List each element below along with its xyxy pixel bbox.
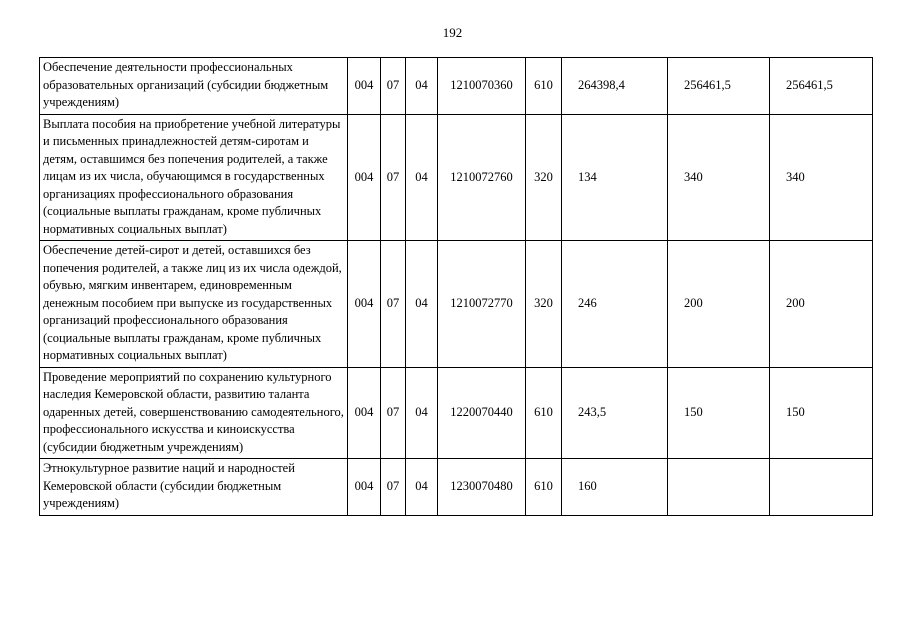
amount-3: 200 [770, 241, 873, 368]
table-row [40, 58, 873, 115]
amount-2: 256461,5 [668, 58, 770, 115]
section-code: 07 [381, 241, 406, 368]
amount-1: 243,5 [562, 367, 668, 459]
expense-type-code: 610 [526, 367, 562, 459]
table-row [40, 367, 873, 459]
subsection-code: 04 [406, 367, 438, 459]
page-number: 192 [442, 25, 463, 40]
target-article-code: 1210072760 [438, 114, 526, 241]
amount-2: 200 [668, 241, 770, 368]
amount-3: 340 [770, 114, 873, 241]
target-article-code: 1210072770 [438, 241, 526, 368]
expense-type-code: 610 [526, 459, 562, 516]
subsection-code: 04 [406, 58, 438, 115]
section-code: 07 [381, 459, 406, 516]
amount-1: 160 [562, 459, 668, 516]
section-code: 07 [381, 58, 406, 115]
amount-3 [770, 459, 873, 516]
table-row [40, 459, 873, 516]
amount-1: 134 [562, 114, 668, 241]
section-code: 07 [381, 367, 406, 459]
expense-name: Обеспечение детей-сирот и детей, оставшихся без попечения родителей, а также лиц из их числа одеждой, обувью, мягким инвентарем, единовременным денежным пособием при выпуске из государственных организаций профессионального образования (социальные выплаты гражданам, кроме публичных нормативных социальных выплат) [40, 241, 348, 368]
subsection-code: 04 [406, 114, 438, 241]
amount-3: 150 [770, 367, 873, 459]
target-article-code: 1210070360 [438, 58, 526, 115]
department-code: 004 [348, 58, 381, 115]
expense-name: Этнокультурное развитие наций и народностей Кемеровской области (субсидии бюджетным учреждениям) [40, 459, 348, 516]
department-code: 004 [348, 114, 381, 241]
amount-3: 256461,5 [770, 58, 873, 115]
amount-2 [668, 459, 770, 516]
target-article-code: 1220070440 [438, 367, 526, 459]
table-row [40, 114, 873, 241]
table-row [40, 241, 873, 368]
section-code: 07 [381, 114, 406, 241]
expense-name: Проведение мероприятий по сохранению культурного наследия Кемеровской области, развитию таланта одаренных детей, совершенствованию самодеятельного, профессионального искусства и киноискусства (субсидии бюджетным учреждениям) [40, 367, 348, 459]
target-article-code: 1230070480 [438, 459, 526, 516]
department-code: 004 [348, 459, 381, 516]
expense-type-code: 610 [526, 58, 562, 115]
subsection-code: 04 [406, 459, 438, 516]
amount-2: 340 [668, 114, 770, 241]
expense-type-code: 320 [526, 241, 562, 368]
expense-name: Выплата пособия на приобретение учебной литературы и письменных принадлежностей детям-сиротам и детям, оставшимся без попечения родителей, а также лицам из их числа, обучающимся в государственных организациях профессионального образования (социальные выплаты гражданам, кроме публичных нормативных социальных выплат) [40, 114, 348, 241]
amount-2: 150 [668, 367, 770, 459]
expense-type-code: 320 [526, 114, 562, 241]
subsection-code: 04 [406, 241, 438, 368]
amount-1: 246 [562, 241, 668, 368]
department-code: 004 [348, 367, 381, 459]
department-code: 004 [348, 241, 381, 368]
amount-1: 264398,4 [562, 58, 668, 115]
expense-name: Обеспечение деятельности профессиональных образовательных организаций (субсидии бюджетным учреждениям) [40, 58, 348, 115]
budget-table [39, 57, 873, 516]
